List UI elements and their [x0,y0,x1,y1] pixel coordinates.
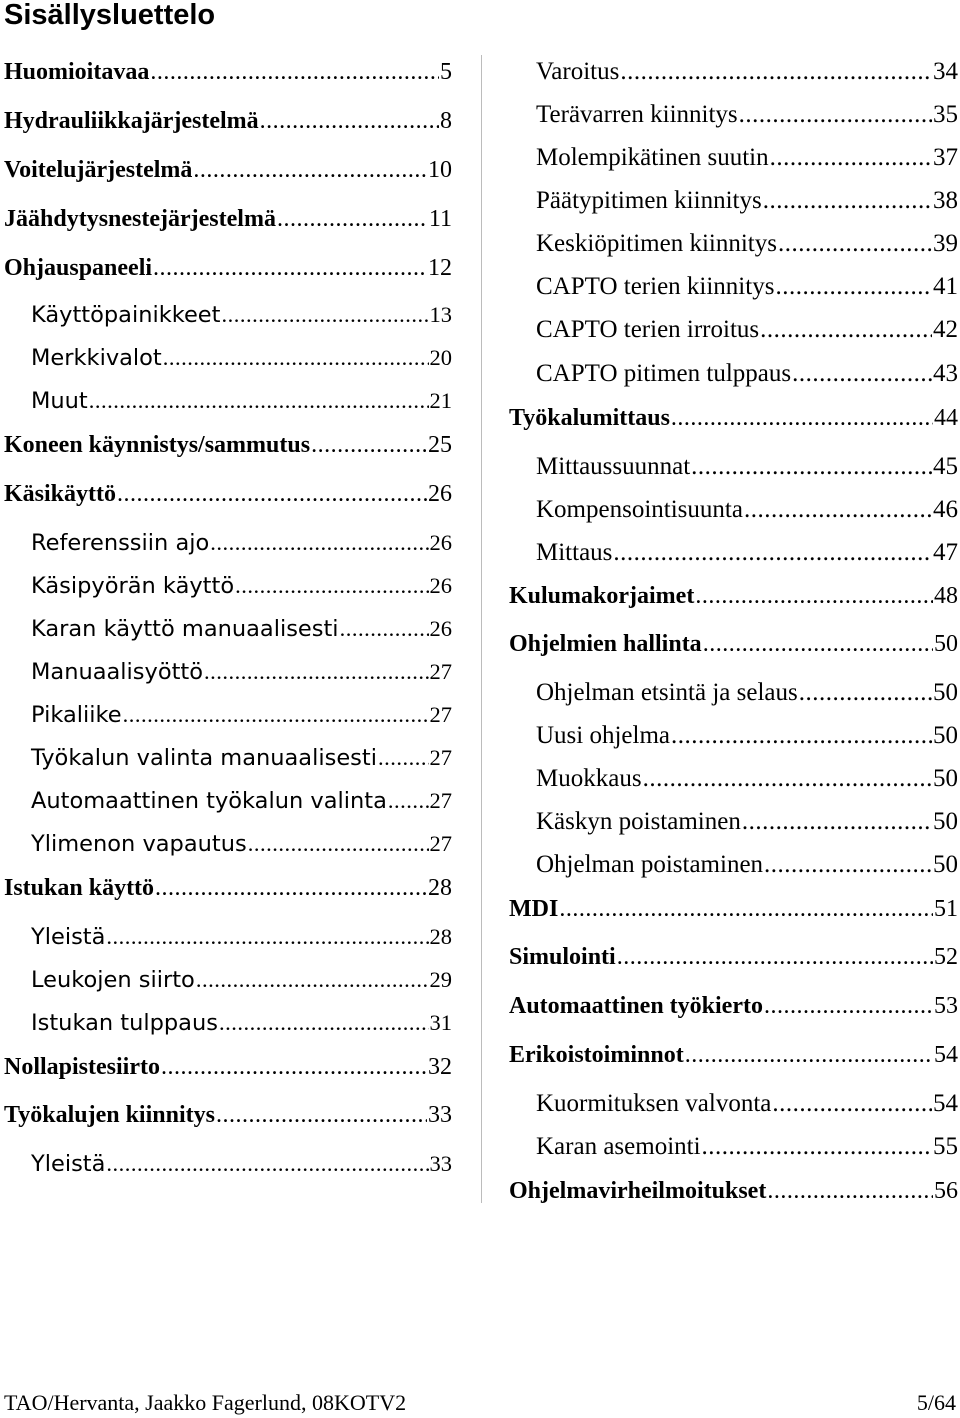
toc-entry[interactable] [31,827,452,861]
toc-dot-leader [210,526,428,560]
toc-entry-title: Koneen käynnistys/sammutus [4,432,311,458]
toc-entry[interactable] [4,1098,452,1132]
toc-entry[interactable] [4,104,452,138]
toc-entry[interactable] [31,920,452,954]
toc-entry-page: 50 [933,808,958,835]
toc-entry-title: Kompensointisuunta [536,496,743,523]
toc-entry[interactable] [31,1006,452,1040]
toc-entry-title: Muokkaus [536,765,642,792]
toc-dot-leader [744,493,932,527]
toc-entry[interactable] [536,184,958,218]
toc-entry-title: Ylimenon vapautus [31,831,247,857]
toc-left-column [4,0,452,1417]
toc-entry-title: Molempikätinen suutin [536,144,769,171]
toc-dot-leader [260,104,439,138]
toc-entry-page: 53 [934,993,958,1019]
toc-entry[interactable] [31,784,452,818]
toc-entry-page: 33 [428,1102,452,1128]
footer-page-number: 5/64 [916,1390,956,1415]
toc-entry-title: Manuaalisyöttö [31,659,204,685]
toc-entry-page: 35 [933,101,958,128]
toc-entry-title: Varoitus [536,58,620,85]
toc-entry-title: Terävarren kiinnitys [536,101,738,128]
toc-dot-leader [620,55,932,89]
toc-entry-page: 29 [429,967,452,992]
toc-entry-page: 5 [440,59,452,85]
toc-entry-title: Kulumakorjaimet [509,583,695,609]
toc-entry[interactable] [536,805,958,839]
toc-dot-leader [764,848,932,882]
toc-dot-leader [643,762,932,796]
toc-entry-title: Käsikäyttö [4,481,117,507]
toc-dot-leader [702,1130,932,1164]
toc-entry-page: 56 [934,1178,958,1204]
toc-entry-title: Mittaussuunnat [536,453,691,480]
footer-author: TAO/Hervanta, Jaakko Fagerlund, 08KOTV2 [4,1390,407,1415]
toc-dot-leader [685,1038,933,1072]
toc-entry[interactable] [4,251,452,285]
toc-entry[interactable] [31,569,452,603]
toc-dot-leader [378,741,429,775]
toc-entry[interactable] [536,357,958,391]
toc-dot-leader [153,251,427,285]
toc-entry[interactable] [4,1050,452,1084]
toc-entry[interactable] [31,963,452,997]
toc-entry[interactable] [536,1130,958,1164]
toc-entry[interactable] [4,55,452,89]
toc-dot-leader [695,579,933,613]
toc-entry-page: 20 [429,345,452,370]
toc-dot-leader [196,963,429,997]
toc-dot-leader [671,719,932,753]
toc-entry[interactable] [31,612,452,646]
toc-dot-leader [106,1147,428,1181]
toc-dot-leader [742,805,932,839]
toc-entry[interactable] [536,141,958,175]
toc-entry-page: 47 [933,539,958,566]
toc-dot-leader [772,1087,932,1121]
toc-dot-leader [767,1174,933,1208]
toc-entry-title: Ohjelman poistaminen [536,851,764,878]
toc-entry-title: Mittaus [536,539,613,566]
toc-dot-leader [388,784,429,818]
toc-entry-title: Ohjelman etsintä ja selaus [536,679,798,706]
toc-dot-leader [221,298,428,332]
toc-entry-page: 13 [429,302,452,327]
toc-dot-leader [216,1098,427,1132]
toc-entry-page: 41 [933,273,958,300]
toc-entry[interactable] [536,270,958,304]
toc-entry-title: Karan käyttö manuaalisesti [31,616,339,642]
toc-entry[interactable] [536,848,958,882]
toc-entry-page: 31 [429,1010,452,1035]
toc-entry-page: 28 [429,924,452,949]
toc-entry[interactable] [31,741,452,775]
toc-entry[interactable] [509,940,958,974]
toc-entry-page: 54 [933,1090,958,1117]
toc-entry[interactable] [31,655,452,689]
toc-entry-title: Käskyn poistaminen [536,808,741,835]
toc-entry-page: 26 [429,530,452,555]
toc-entry[interactable] [536,762,958,796]
column-divider [481,55,482,1203]
toc-entry-title: MDI [509,896,559,922]
toc-entry[interactable] [509,892,958,926]
toc-entry-page: 50 [933,722,958,749]
toc-dot-leader [703,627,933,661]
toc-dot-leader [311,428,427,462]
toc-entry-page: 10 [428,157,452,183]
toc-dot-leader [235,569,428,603]
toc-entry-page: 27 [429,745,452,770]
toc-dot-leader [763,184,932,218]
toc-dot-leader [219,1006,429,1040]
toc-entry-title: Voitelujärjestelmä [4,157,193,183]
toc-entry[interactable] [4,202,452,236]
toc-dot-leader [792,357,932,391]
toc-entry-page: 39 [933,230,958,257]
toc-entry[interactable] [509,989,958,1023]
toc-entry-page: 51 [934,896,958,922]
toc-dot-leader [123,698,429,732]
toc-entry-page: 21 [429,388,452,413]
toc-entry-title: Automaattinen työkierto [509,993,763,1019]
toc-entry[interactable] [31,1147,452,1181]
toc-dot-leader [770,141,932,175]
toc-entry-title: Käyttöpainikkeet [31,302,221,328]
toc-entry-page: 27 [429,831,452,856]
toc-dot-leader [204,655,428,689]
toc-entry[interactable] [4,871,452,905]
toc-entry[interactable] [536,493,958,527]
toc-entry-page: 12 [428,255,452,281]
toc-dot-leader [613,536,932,570]
toc-entry-title: Istukan tulppaus [31,1010,218,1036]
toc-entry[interactable] [536,676,958,710]
toc-entry-page: 27 [429,788,452,813]
toc-entry-page: 55 [933,1133,958,1160]
toc-dot-leader [89,384,429,418]
toc-entry[interactable] [509,627,958,661]
toc-dot-leader [778,227,932,261]
toc-dot-leader [155,871,427,905]
toc-dot-leader [764,989,933,1023]
toc-entry[interactable] [509,1038,958,1072]
toc-entry[interactable] [509,1174,958,1208]
toc-entry-page: 48 [934,583,958,609]
toc-entry-title: Yleistä [31,1151,106,1177]
toc-entry-page: 44 [934,405,958,431]
toc-entry-page: 26 [428,481,452,507]
toc-entry-title: Automaattinen työkalun valinta [31,788,387,814]
toc-entry[interactable] [536,536,958,570]
toc-right-column [509,0,958,1417]
toc-dot-leader [161,1050,427,1084]
toc-entry-title: Käsipyörän käyttö [31,573,235,599]
toc-entry[interactable] [536,313,958,347]
toc-entry-page: 43 [933,360,958,387]
toc-entry-page: 33 [429,1151,452,1176]
toc-entry-page: 37 [933,144,958,171]
toc-entry-title: Keskiöpitimen kiinnitys [536,230,777,257]
toc-entry-title: Huomioitavaa [4,59,150,85]
toc-entry-title: CAPTO pitimen tulppaus [536,360,792,387]
toc-entry-page: 50 [933,679,958,706]
toc-dot-leader [248,827,429,861]
toc-entry-page: 34 [933,58,958,85]
toc-entry-title: Erikoistoiminnot [509,1042,684,1068]
toc-entry-page: 27 [429,702,452,727]
toc-entry-title: Pikaliike [31,702,122,728]
toc-dot-leader [739,98,932,132]
toc-entry-page: 42 [933,316,958,343]
toc-entry-page: 25 [428,432,452,458]
toc-entry-page: 52 [934,944,958,970]
toc-entry-page: 46 [933,496,958,523]
toc-dot-leader [117,477,427,511]
toc-entry-page: 26 [429,616,452,641]
toc-entry-title: Kuormituksen valvonta [536,1090,772,1117]
toc-entry-page: 50 [933,851,958,878]
toc-entry-title: Muut [31,388,88,414]
toc-entry-title: Leukojen siirto [31,967,195,993]
toc-entry-title: Referenssiin ajo [31,530,210,556]
toc-entry-title: Ohjauspaneeli [4,255,153,281]
toc-dot-leader [691,450,932,484]
toc-entry[interactable] [31,341,452,375]
toc-dot-leader [617,940,933,974]
toc-entry-page: 32 [428,1054,452,1080]
toc-entry-title: Työkalun valinta manuaalisesti [31,745,377,771]
toc-dot-leader [799,676,932,710]
toc-entry[interactable] [31,298,452,332]
toc-entry[interactable] [31,384,452,418]
toc-dot-leader [559,892,933,926]
toc-dot-leader [671,401,933,435]
toc-entry-title: Simulointi [509,944,616,970]
toc-entry[interactable] [509,579,958,613]
toc-entry-page: 38 [933,187,958,214]
toc-entry-title: Työkalujen kiinnitys [4,1102,215,1128]
toc-entry-title: Istukan käyttö [4,875,155,901]
toc-entry-title: Hydrauliikkajärjestelmä [4,108,259,134]
toc-entry-title: Työkalumittaus [509,405,670,431]
toc-dot-leader [106,920,428,954]
toc-entry-page: 28 [428,875,452,901]
toc-entry-title: Yleistä [31,924,106,950]
toc-entry[interactable] [536,450,958,484]
toc-entry-title: Päätypitimen kiinnitys [536,187,762,214]
toc-entry-title: Ohjelmavirheilmoitukset [509,1178,767,1204]
toc-entry-title: Nollapistesiirto [4,1054,160,1080]
toc-entry[interactable] [4,428,452,462]
toc-dot-leader [760,313,932,347]
toc-entry-page: 45 [933,453,958,480]
toc-entry[interactable] [31,526,452,560]
toc-entry[interactable] [536,227,958,261]
toc-entry[interactable] [509,401,958,435]
toc-entry-title: Karan asemointi [536,1133,701,1160]
toc-entry-page: 27 [429,659,452,684]
toc-entry-page: 50 [933,765,958,792]
toc-entry[interactable] [536,98,958,132]
toc-entry[interactable] [31,698,452,732]
toc-entry[interactable] [536,719,958,753]
toc-dot-leader [163,341,429,375]
toc-entry-title: Ohjelmien hallinta [509,631,702,657]
toc-dot-leader [150,55,439,89]
toc-entry[interactable] [536,1087,958,1121]
toc-entry-title: Jäähdytysnestejärjestelmä [4,206,276,232]
toc-dot-leader [340,612,429,646]
toc-entry-title: Merkkivalot [31,345,162,371]
toc-entry[interactable] [536,55,958,89]
toc-entry-title: CAPTO terien kiinnitys [536,273,775,300]
toc-entry-page: 11 [428,206,452,232]
toc-entry-title: CAPTO terien irroitus [536,316,760,343]
toc-entry-page: 26 [429,573,452,598]
toc-dot-leader [775,270,932,304]
toc-entry-page: 8 [440,108,452,134]
toc-entry[interactable] [4,477,452,511]
toc-entry[interactable] [4,153,452,187]
toc-entry-page: 50 [934,631,958,657]
toc-entry-title: Uusi ohjelma [536,722,671,749]
toc-dot-leader [193,153,427,187]
page-title: Sisällysluettelo [4,0,216,31]
toc-dot-leader [277,202,428,236]
toc-entry-page: 54 [934,1042,958,1068]
